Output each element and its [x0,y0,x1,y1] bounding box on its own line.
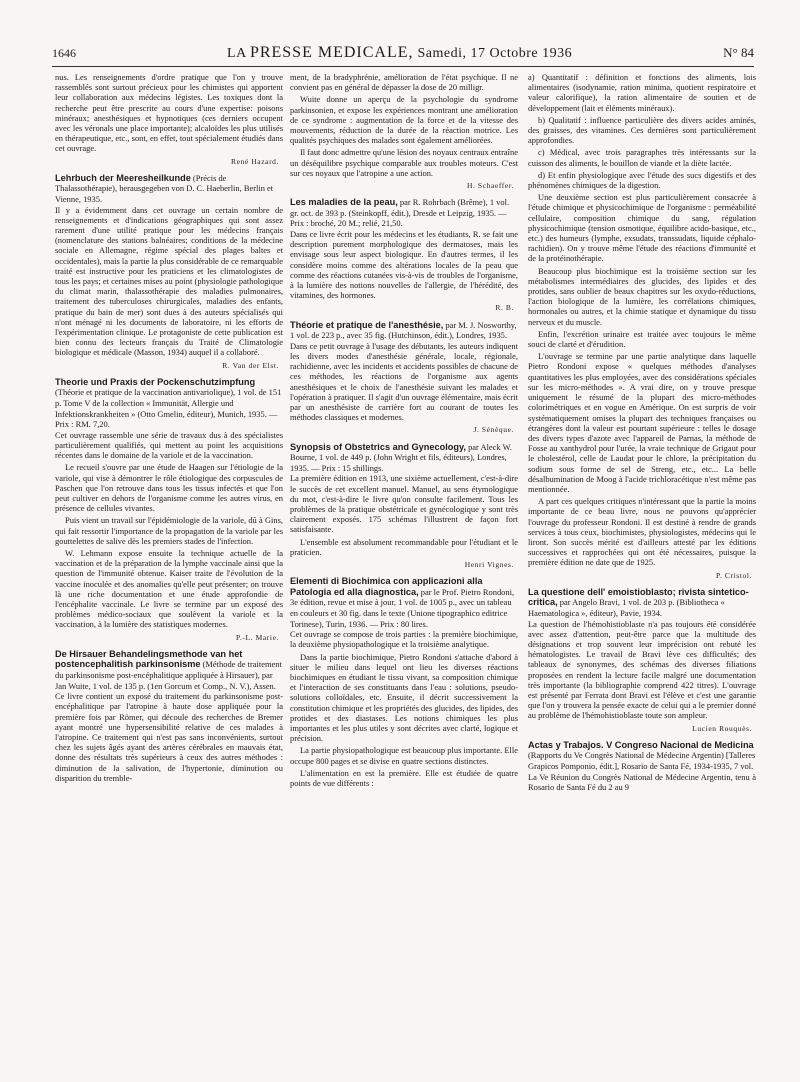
review-title: La questione dell' emoistioblasto; rivista sintetico-critica, [528,586,749,608]
column-right [528,72,756,1072]
review-title: Les maladies de la peau, [290,197,398,208]
review-paragraph: Ce livre contient un exposé du traitement du parkinsonisme post-encéphalitique par l'atropine à haute dose appliquée pour la première fois par Römer, qui découle des recherches de Bremer ayant montré une hypersensibilité relative de ces malades à l'atropine. Ce traitement qui n'est pas sans inconvénients, surtout chez les sujets âgés ayant des artères cérébrales en mauvais état, donne des résultats très supérieurs à ceux des autres méthodes : diminution de la salivation, de l'hypertonie, diminution ou disparition du tremble- [55,691,283,783]
journal-name: PRESSE MEDICALE, [249,44,414,61]
review-heading [55,377,283,430]
reviewer-signature: P. Cristol. [716,570,752,580]
review-title: Theorie und Praxis der Pockenschutzimpfung [55,376,256,387]
review-bibliographic-details: (Précis de Thalassothérapie), herausgegeben von D. C. Haeberlin, Berlin et Vienne, 1935. [55,172,274,205]
header-rule [52,66,754,67]
reviewer-signature: H. Schaeffer. [466,181,514,191]
review-title: Lehrbuch der Meeresheilkunde [55,172,191,183]
book-review [290,576,518,788]
review-bibliographic-details: (Rapports du Ve Congrès National de Médecine Argentin) [Talleres Grapicos Pomponio, édit.], Rosario de Santa Fé, 1934-1935, 7 vol. [528,750,756,771]
review-title: Synopsis of Obstetrics and Gynecology, [290,441,466,452]
review-bibliographic-details: par R. Rohrbach (Brême), 1 vol. gr. oct. de 393 p. (Steinkopff, édit.), Dresde et Leipzig, 1935. — Prix : broché, 20 M.; relié, 21,50. [290,197,510,229]
review-paragraph: Dans la partie biochimique, Pietro Rondoni s'attache d'abord à situer le milieu dans lequel ont lieu les diverses réactions biochimiques en étudiant le tissu vivant, sa composition chimique et l'interaction de ses constituants dans l'eau : solutions, pseudo-solutions colloïdales, etc. Ensuite, il décrit successivement la constitution chimique et les propriétés des glucides, des lipides, des protides et des diastases. Les notions chimiques les plus importantes et les plus utiles y sont décrites avec clarté, logique et précision. [290,651,518,744]
review-paragraph: La question de l'hémohistioblaste n'a pas toujours été considérée avec assez d'attention, peut-être parce que la multitude des désignations et trop souvent leur imprécision ont rebuté les hématologistes. Le travail de Bravi lève ces difficultés; des tableaux de synonymes, des schémas des diverses filiations proposées en rendent la lecture facile malgré une documentation très importante (la bibliographie comprend 422 titres). L'ouvrage est présenté par Ferrata dont Bravi est l'élève et c'est une garantie que l'on y trouvera la pensée exacte de celui qui a le premier donné au problème de l'hémohistioblaste toute son ampleur. [528,618,756,721]
review-bibliographic-details: par Angelo Bravi, 1 vol. de 203 p. (Bibliotheca « Haematologica », éditeur), Pavie, 1934. [528,597,725,618]
body-paragraph: Enfin, l'excrétion urinaire est traitée avec toujours le même souci de clarté et d'érudition. [528,328,756,350]
book-review [55,173,283,371]
review-heading [290,197,518,229]
reviewer-signature: J. Sénèque. [473,425,514,435]
review-heading [290,576,518,629]
body-paragraph: Wuite donne un aperçu de la psychologie du syndrome parkinsonien, et expose les expériences montrant une amélioration de ce syndrome : augmentation de la force et de la vitesse des mouvements, réduction de la durée de la réaction motrice. Les qualités psychiques des malades sont également améliorées. [290,94,518,146]
journal-title [227,44,572,62]
review-bibliographic-details: (Théorie et pratique de la vaccination antivariolique), 1 vol. de 151 p. Tome V de la collection « Immunität, Allergie und Infektionskrankheiten » (Otto Gmelin, éditeur), Munich, 1935. — Prix : RM. 7,20. [55,387,282,430]
review-paragraph: La première édition en 1913, une sixième actuellement, c'est-à-dire le succès de cet excellent manuel. Manuel, au sens étymologique du mot, c'est-à-dire le livre qu'on consulte facilement. Tous les problèmes de la pratique obstétricale et gynécologique y sont très clairement exposés. 175 schémas l'illustrent de façon fort satisfaisante. [290,473,518,535]
review-heading [290,442,518,474]
review-paragraph: Le recueil s'ouvre par une étude de Haagen sur l'étiologie de la variole, qui vise à démontrer le rôle étiologique des corpuscules de Paschen que l'on retrouve dans tous les tissus infectés et que l'on peut cultiver en dehors de l'organisme comme les autres virus, en présence de cellules vivantes. [55,462,283,514]
review-paragraph: Puis vient un travail sur l'épidémiologie de la variole, dû à Gins, qui fait ressortir l'importance de la propagation de la variole par les gouttelettes de salive dès les premiers stades de l'infection. [55,515,283,546]
review-title: De Hirsauer Behandelingsmethode van het postencephalitish parkinsonisme [55,648,243,670]
review-bibliographic-details: par le Prof. Pietro Rondoni, 3e édition, revue et mise à jour, 1 vol. de 1005 p., avec un tableau en couleurs et 30 fig. dans le texte (Unione tipographico editrice Torinese), Turin, 1936. — Prix : 80 lires. [290,586,515,629]
reviewer-signature: P.-L. Marie. [235,632,279,642]
column-left [55,72,283,1072]
review-heading [528,740,756,772]
review-title: Elementi di Biochimica con applicazioni alla Patologia ed alla diagnostica, [290,576,483,597]
body-paragraph: c) Médical, avec trois paragraphes très intéressants sur la cuisson des aliments, le bouillon de viande et la diète lactée. [528,147,756,168]
reviewer-signature: Henri Vignes. [464,560,514,570]
review-paragraph: L'alimentation en est la première. Elle est étudiée de quatre points de vue différents : [290,767,518,789]
book-review [528,587,756,734]
running-header [52,44,754,66]
book-review [290,320,518,436]
review-paragraph: L'ensemble est absolument recommandable pour l'étudiant et le praticien. [290,536,518,557]
review-bibliographic-details: par Aleck W. Bourne, 1 vol. de 449 p. (John Wright et fils, éditeurs), Londres, 1935. — Prix : 15 shillings. [290,441,512,473]
review-bibliographic-details: par M. J. Nosworthy, 1 vol. de 223 p., avec 35 fig. (Hutchinson, édit.), Londres, 1935. [290,319,517,341]
reviewer-signature: Lucien Rouquès. [692,723,752,733]
review-paragraph: La partie physiopathologique est beaucoup plus importante. Elle occupe 800 pages et se divise en quatre sections distinctes. [290,745,518,766]
reviewer-signature: R. B. [495,303,514,313]
review-heading [55,649,283,691]
book-review [55,649,283,783]
column-intro [55,72,283,154]
issue-number: N° 84 [723,45,754,60]
body-paragraph: L'ouvrage se termine par une partie analytique dans laquelle Pietro Rondoni expose « quelques méthodes d'analyses quantitatives les plus employées, avec des considérations spéciales sur les micro-méthodes ». A vrai dire, on y trouve presque uniquement le résumé de la plupart des micro-méthodes colorimétriques et en vogue en Amérique. On est surpris de voir systématiquement omises la plupart des techniques françaises ou étrangères dont la valeur est pourtant supérieure : telles le dosage des divers types d'azote avec l'appareil de Parnas, la méthode de Fosse au xanthydrol pour l'urée, la vraie technique de Grigaut pour le cholestérol, celle de Laudat pour le chlore, la précipitation du sodium sous forme de sel de Streng, etc., etc... La belle désalbumination de Moog à l'acide trichloracétique n'est même pas mentionnée. [528,351,756,494]
review-heading [55,173,283,205]
body-paragraph: nus. Les renseignements d'ordre pratique que l'on y trouve rassemblés sont surtout précieux pour les chimistes qui apportent leur collaboration aux médecins légistes. Les toxiques dont la recherche peut être prescrite au cours d'une expertise: poisons minéraux; anesthésiques et hypnotiques (ces derniers occupent avec les véronals une place importante); alcaloïdes les plus utilisés en thérapeutique, etc., sont, en effet, tout spécialement étudiés dans cet ouvrage. [55,72,283,154]
body-paragraph: Beaucoup plus biochimique est la troisième section sur les métabolismes intermédiaires des glucides, des lipides et des protides, sans oublier de beaux chapitres sur les oxydo-réductions, l'action biologique de la lumière, les corrélations chimiques, hormonales ou autres, et la chimie statique et dynamique du tissu nerveux et du muscle. [528,265,756,327]
review-bibliographic-details: (Méthode de traitement du parkinsonisme post-encéphalitique appliquée à Hirsauer), par Jan Wuite, 1 vol. de 135 p. (1en Gorcum et Comp., N. V.), Assen. [55,659,282,691]
review-paragraph: Cet ouvrage rassemble une série de travaux dus à des spécialistes particulièrement qualifiés, qui mettent au point les acquisitions récentes dans le domaine de la variole et de la vaccination. [55,429,283,461]
column-intro [290,72,518,178]
reviewer-signature: René Hazard. [230,156,279,166]
review-paragraph: Dans ce livre écrit pour les médecins et les étudiants, R. se fait une description purement morphologique des dermatoses, mais les envisage sous leur aspect biologique. En d'autres termes, il les considère moins comme des altérations locales de la peau que comme des réactions cutanées vis-à-vis de troubles de l'organisme, à la lumière des notions nouvelles de l'allergie, de l'hérédité, des vitamines, des hormones. [290,229,518,301]
review-heading [290,320,518,341]
review-heading [528,587,756,619]
review-paragraph: W. Lehmann expose ensuite la technique actuelle de la vaccination et de la préparation de la lymphe vaccinale ainsi que la question de l'immunité obtenue. Kaiser traite de l'évolution de la vaccine inoculée et des anomalies qu'elle peut présenter; on trouve là une riche documentation et une étude approfondie de l'encéphalite vaccinale. Le livre se termine par un exposé des problèmes médico-sociaux que soulèvent la variole et la vaccination, à la lumière des statistiques modernes. [55,548,283,630]
book-review [290,197,518,313]
body-paragraph: Il faut donc admettre qu'une lésion des noyaux centraux entraîne un déséquilibre psychique comparable aux troubles moteurs. C'est sur ces noyaux que l'atropine a une action. [290,147,518,178]
body-paragraph: b) Qualitatif : influence particulière des divers acides aminés, des graisses, des vitamines. Ces dernières sont particulièrement approfondies. [528,114,756,146]
book-review [290,442,518,571]
body-paragraph: d) Et enfin physiologique avec l'étude des sucs digestifs et des phénomènes chimiques de la digestion. [528,169,756,191]
body-paragraph: ment, de la bradyphrénie, amélioration de l'état psychique. Il ne convient pas en général de dépasser la dose de 20 milligr. [290,72,518,93]
column-middle [290,72,518,1072]
review-paragraph: La Ve Réunion du Congrès National de Médecine Argentin, tenu à Rosario de Santa Fé du 2 au 9 [528,771,756,792]
journal-prefix: LA [227,46,250,61]
review-title: Actas y Trabajos. V Congreso Nacional de Medicina [528,739,754,750]
page-number: 1646 [52,46,76,60]
reviewer-signature: R. Van der Elst. [222,360,279,370]
body-paragraph: a) Quantitatif : définition et fonctions des aliments, lois alimentaires (isodynamie, ration minima, quotient respiratoire et valeur calorifique), la ration alimentaire de soutien et de développement (lait et éléments minéraux). [528,72,756,113]
body-paragraph: Une deuxième section est plus particulièrement consacrée à l'étude chimique et physicochimique de l'organisme : perméabilité cellulaire, composition chimique du sang, régulation physicochimique (tension osmotique, équilibre acido-basique, etc., etc.) des humeurs (lymphe, exsudats, transsudats, liquide céphalo-rachidien). On y trouve même l'étude des réactions d'immunité et de la protéinothérapie. [528,192,756,264]
review-paragraph: Il y a évidemment dans cet ouvrage un certain nombre de renseignements et d'indications géographiques qui sont assez rarement d'une utilité pratique pour les médecins français (nomenclature des stations balnéaires; conditions de la médecine sociale en Allemagne, régime spécial des plages baltes et occidentales), mais la partie la plus considérable de ce remarquable traité est instructive pour les praticiens et les climatologistes de tous les pays; et certaines mises au point (physiologie pathologique du climat marin, thalassothérapie des maladies pulmonaires, traitement des tuberculoses chirurgicales, maladies des enfants, pratique du bain de mer) sont dues à des auteurs spécialisés qui n'ont ménagé ni les documents de laboratoire, ni les efforts de l'expérimentation clinique. Le protagoniste de cette publication est bien connu des lecteurs français du Traité de Climatologie biologique et médicale (Masson, 1934) auquel il a collaboré. [55,204,283,358]
book-review [55,377,283,643]
review-paragraph: Cet ouvrage se compose de trois parties : la première biochimique, la deuxième physiopathologique et la troisième analytique. [290,629,518,650]
review-title: Théorie et pratique de l'anesthésie, [290,319,444,330]
column-intro [528,72,756,568]
issue-date: Samedi, 17 Octobre 1936 [413,46,573,61]
review-paragraph: Dans ce petit ouvrage à l'usage des débutants, les auteurs indiquent les divers modes d'anesthésie générale, locale, régionale, rachidienne, avec les incidents et accidents possibles de chacune de ces méthodes, les réactions de l'organisme aux agents anesthésiques et le choix de l'anesthésie suivant les malades et l'opération à pratiquer. Il s'agit d'un ouvrage élémentaire, mais écrit par un anesthésiste de carrière fort au courant de toutes les méthodes classiques et modernes. [290,340,518,423]
book-review [528,740,756,792]
body-paragraph: A part ces quelques critiques n'intéressant que la partie la moins importante de ce beau livre, nous ne pouvons qu'apprécier l'ouvrage du professeur Rondoni. Il est destiné à rendre de grands services à tous ceux, biochimistes, physiologistes, médecins qui le liront. Son succès mérité est d'ailleurs attesté par les éditions successives et rapprochées qui ont été nécessaires, puisque la première édition ne date que de 1925. [528,496,756,568]
